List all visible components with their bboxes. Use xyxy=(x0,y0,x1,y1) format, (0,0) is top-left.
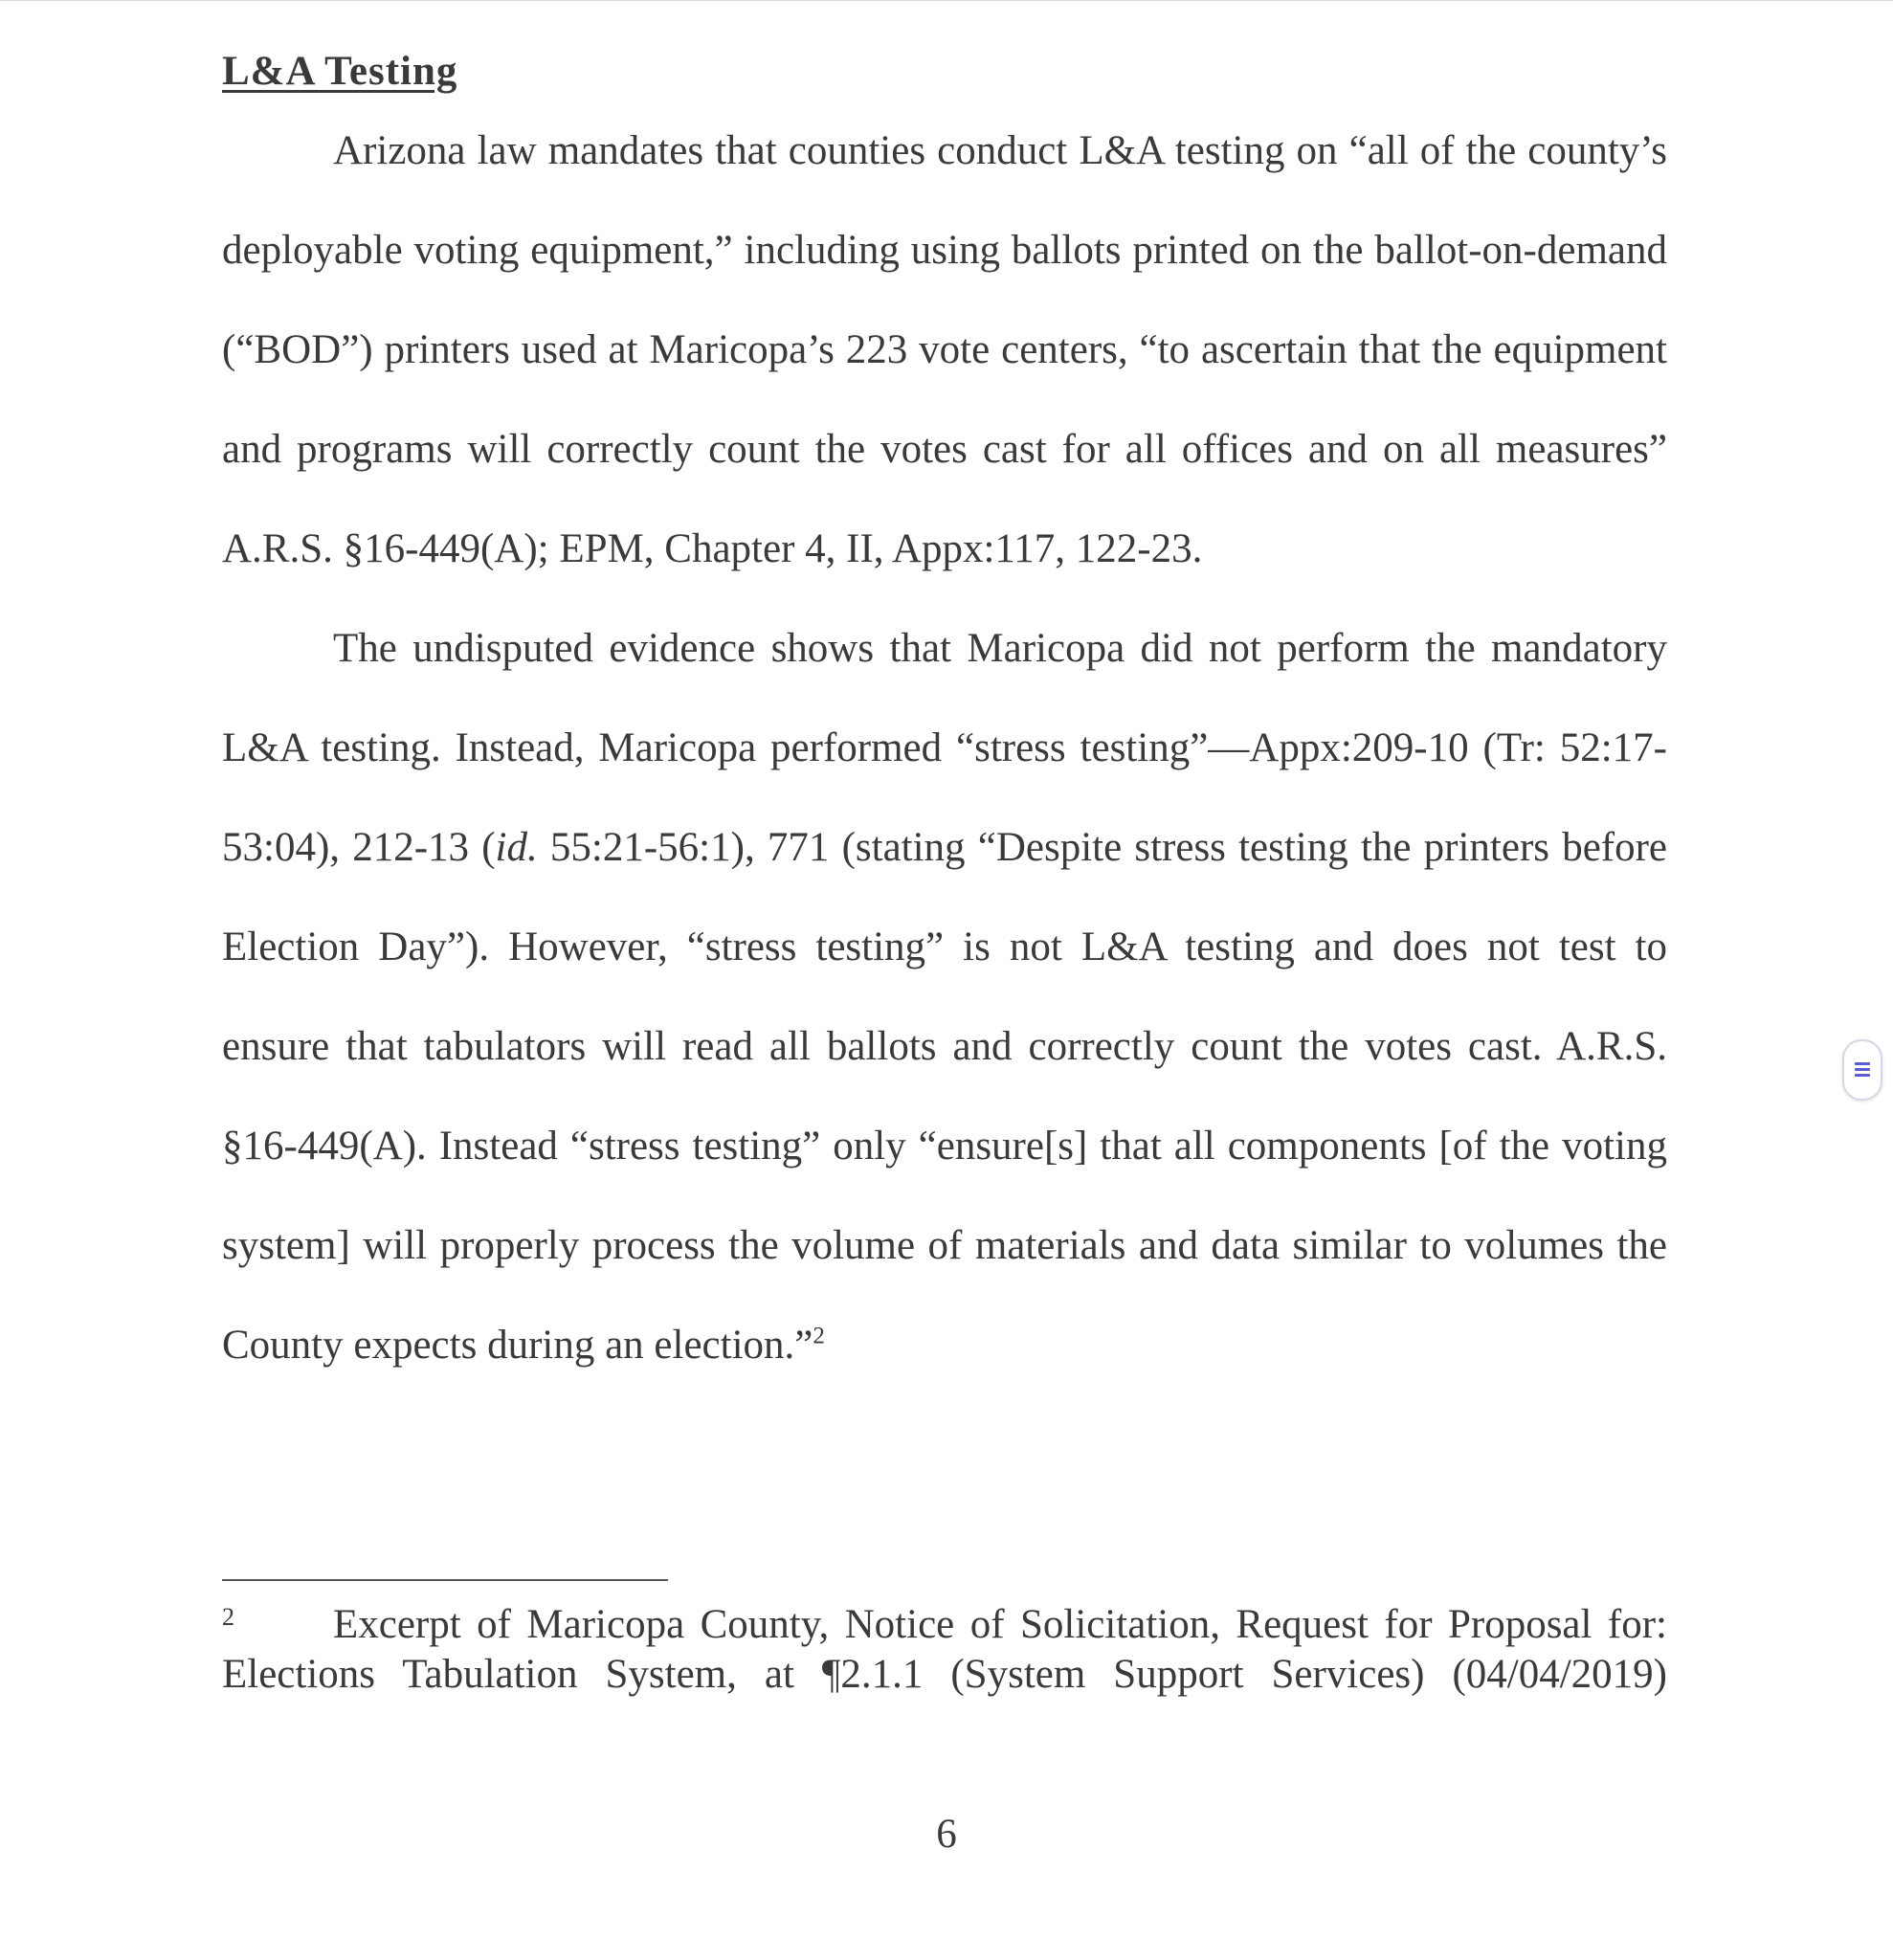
section-heading: L&A Testing xyxy=(222,49,458,94)
paragraph-text-part2: 55:21-56:1), 771 (stating “Despite stress testing the printers before Election Day”). However, “stress testing” is not L&A testing and does not test to ensure that tabulators will read all ballots and correctly count the votes cast. A.R.S. §16-449(A). Instead “stress testing” only “ensure[s] that all components [of the voting system] will properly process the volume of materials and data similar to volumes the County expects during an election.” xyxy=(222,825,1668,1368)
paragraph-text-part1: The undisputed evidence shows that Maricopa did not perform the mandatory L&A testing. Instead, Maricopa performed “stress testing”—Appx:209-10 (Tr: 52:17-53:04), 212-13 ( xyxy=(222,626,1667,870)
footnote-reference[interactable]: 2 xyxy=(813,1323,825,1349)
footnote-line-1: Excerpt of Maricopa County, Notice of Solicitation, Request for Proposal for: xyxy=(333,1602,1667,1647)
paragraph-la-testing-law: Arizona law mandates that counties conduct L&A testing on “all of the county’s deployable voting equipment,” including using ballots printed on the ballot-on-demand (“BOD”) printers used at Maricopa’s 223 vote centers, “to ascertain that the equipment and programs will correctly count the votes cast for all offices and on all measures” A.R.S. §16-449(A); EPM, Chapter 4, II, Appx:117, 122-23. xyxy=(222,128,1667,571)
footnote-line-2: Elections Tabulation System, at ¶2.1.1 (System Support Services) (04/04/2019) xyxy=(222,1652,1667,1697)
document-page xyxy=(222,38,1667,1395)
side-panel-handle[interactable] xyxy=(1842,1039,1882,1101)
footnote-separator xyxy=(222,1579,668,1581)
top-divider xyxy=(0,0,1893,1)
paragraph-italic-id: id. xyxy=(495,825,538,870)
footnote-number: 2 xyxy=(222,1603,234,1631)
paragraph-undisputed-evidence xyxy=(222,599,1667,1395)
menu-lines-icon xyxy=(1855,1062,1870,1080)
footnote xyxy=(222,1600,1667,1700)
page-number: 6 xyxy=(936,1812,957,1857)
